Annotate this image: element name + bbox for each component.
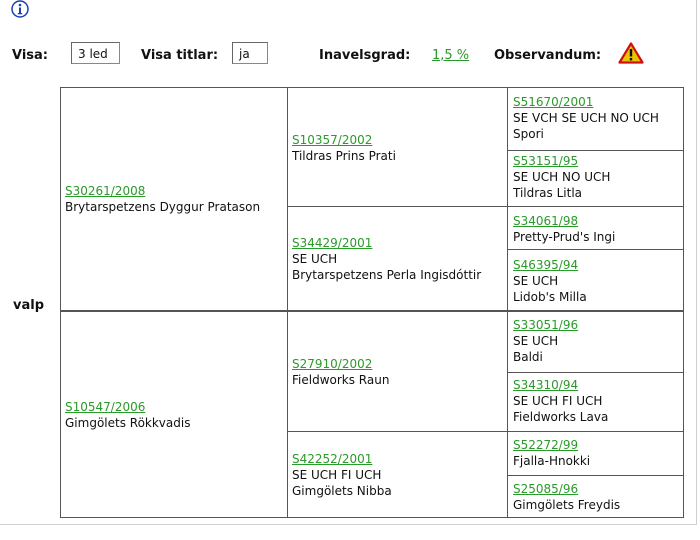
gen3-reg-link[interactable]: S51670/2001 [513, 95, 594, 109]
row-divider [507, 475, 683, 476]
gen3-name: Tildras Litla [513, 186, 583, 200]
gen3-cell [513, 437, 590, 469]
column-divider [287, 88, 288, 517]
gen3-name: Baldi [513, 350, 543, 364]
gen2-name: Gimgölets Nibba [292, 484, 392, 498]
visa-select[interactable]: 3 led [71, 42, 120, 64]
gen2-reg-link[interactable]: S34429/2001 [292, 236, 373, 250]
gen3-title: SE UCH [513, 334, 559, 348]
gen2-name: Fieldworks Raun [292, 373, 390, 387]
gen2-reg-link[interactable]: S27910/2002 [292, 357, 373, 371]
gen3-name: Pretty-Prud's Ingi [513, 230, 616, 244]
sire-cell [65, 183, 260, 215]
dam-cell [65, 399, 190, 431]
gen3-name: Lidob's Milla [513, 290, 587, 304]
column-divider [507, 88, 508, 517]
gen2-title: SE UCH [292, 252, 338, 266]
gen3-title: SE VCH SE UCH NO UCH [513, 111, 659, 125]
inavelsgrad-link[interactable]: 1,5 % [432, 48, 470, 63]
gen3-name: Fieldworks Lava [513, 410, 609, 424]
gen3-cell [513, 257, 587, 305]
gen3-reg-link[interactable]: S34061/98 [513, 214, 579, 228]
row-divider [61, 310, 683, 312]
gen3-cell [513, 94, 659, 142]
gen3-reg-link[interactable]: S33051/96 [513, 318, 579, 332]
gen2-cell [292, 132, 396, 164]
gen3-reg-link[interactable]: S46395/94 [513, 258, 579, 272]
gen3-name: Spori [513, 127, 544, 141]
toolbar [0, 40, 700, 68]
gen3-reg-link[interactable]: S52272/99 [513, 438, 579, 452]
gen2-name: Brytarspetzens Perla Ingisdóttir [292, 268, 482, 282]
gen3-title: SE UCH FI UCH [513, 394, 603, 408]
gen3-title: SE UCH [513, 274, 559, 288]
dam-reg-link[interactable]: S10547/2006 [65, 400, 146, 414]
sire-reg-link[interactable]: S30261/2008 [65, 184, 146, 198]
gen3-cell [513, 481, 620, 513]
gen3-reg-link[interactable]: S53151/95 [513, 154, 579, 168]
gen2-reg-link[interactable]: S10357/2002 [292, 133, 373, 147]
gen3-cell [513, 213, 615, 245]
gen3-cell [513, 377, 608, 425]
gen3-name: Gimgölets Freydis [513, 498, 621, 512]
gen3-reg-link[interactable]: S25085/96 [513, 482, 579, 496]
gen2-title: SE UCH FI UCH [292, 468, 382, 482]
row-divider [507, 249, 683, 250]
visa-label: Visa: [12, 48, 48, 63]
gen2-name: Tildras Prins Prati [292, 149, 396, 163]
observandum-label: Observandum: [494, 48, 602, 63]
inavelsgrad-label: Inavelsgrad: [319, 48, 411, 63]
visa-titlar-label: Visa titlar: [141, 48, 219, 63]
pedigree-table [60, 87, 684, 518]
gen2-cell [292, 356, 389, 388]
gen3-name: Fjalla-Hnokki [513, 454, 591, 468]
row-divider [287, 431, 683, 432]
row-divider [507, 150, 683, 151]
info-icon[interactable] [11, 0, 29, 18]
warning-icon[interactable] [618, 42, 644, 64]
sire-name: Brytarspetzens Dyggur Pratason [65, 200, 261, 214]
gen2-reg-link[interactable]: S42252/2001 [292, 452, 373, 466]
gen2-cell [292, 235, 481, 283]
gen3-cell [513, 317, 578, 365]
visa-titlar-select[interactable]: ja [232, 42, 268, 64]
gen3-reg-link[interactable]: S34310/94 [513, 378, 579, 392]
row-divider [507, 372, 683, 373]
gen2-cell [292, 451, 392, 499]
gen3-cell [513, 153, 610, 201]
subject-label: valp [13, 298, 45, 313]
dam-name: Gimgölets Rökkvadis [65, 416, 191, 430]
gen3-title: SE UCH NO UCH [513, 170, 611, 184]
row-divider [287, 206, 683, 207]
